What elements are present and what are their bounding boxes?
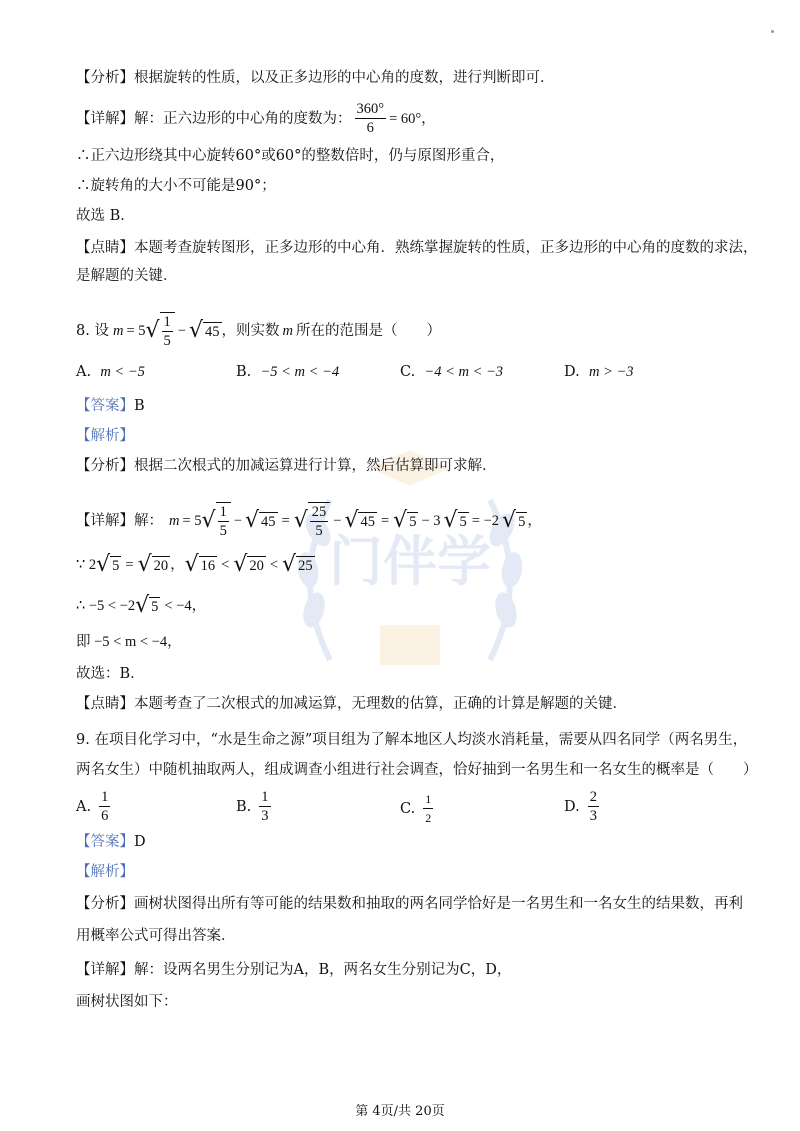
eq-sign: = 5 — [126, 323, 146, 339]
frac-num: 1 — [261, 789, 269, 805]
corner-mark — [771, 30, 774, 33]
option-c[interactable] — [400, 790, 436, 827]
therefore-suffix: < −4， — [164, 598, 207, 614]
option-b[interactable] — [236, 364, 339, 381]
fenxi-text: 画树状图得出所有等可能的结果数和抽取的两名同学恰好是一名男生和一名女生的结果数，再利 — [134, 896, 743, 912]
frac-num: 1 — [163, 314, 171, 330]
frac-num: 2 — [589, 789, 597, 805]
detail-line — [76, 960, 511, 980]
eq-sign: = −2 — [471, 513, 500, 529]
answer-line — [76, 396, 145, 416]
sqrt-45: √ 45 — [344, 508, 375, 533]
answer-value: B — [134, 398, 145, 414]
option-d[interactable] — [564, 364, 633, 381]
radicand: 16 — [200, 557, 216, 574]
option-text: m < −5 — [100, 364, 145, 380]
radicand: 20 — [249, 557, 264, 574]
detail-prefix: 解： — [134, 513, 163, 529]
radicand: 45 — [261, 513, 276, 530]
tree-line: 画树状图如下： — [76, 994, 178, 1010]
option-label: B. — [236, 364, 252, 380]
fenxi-line-2: 用概率公式可得出答案． — [76, 928, 236, 944]
detail-text: 解：设两名男生分别记为A，B，两名女生分别记为C，D， — [134, 962, 512, 978]
answer-label: 【答案】 — [76, 398, 134, 414]
sqrt-45: √ 45 — [245, 508, 276, 533]
sqrt-5: √ 5 — [393, 508, 417, 533]
sqrt-20: √ 20 — [233, 552, 264, 577]
eq-sign: = — [380, 513, 390, 529]
option-d[interactable] — [564, 788, 602, 825]
fenxi-label: 【分析】 — [76, 896, 134, 912]
frac-num: 1 — [423, 790, 433, 809]
radicand: 45 — [360, 513, 375, 530]
detail-prefix: 解：正六边形的中心角的度数为： — [134, 110, 352, 127]
question-9-stem: 9. 在项目化学习中，“水是生命之源”项目组为了解本地区人均淡水消耗量，需要从四名同学（两名男生， — [76, 732, 748, 748]
fenxi-label: 【分析】 — [76, 458, 134, 474]
lt-sign: < — [221, 557, 230, 573]
fenxi-label: 【分析】 — [76, 70, 134, 86]
sqrt-20: √ 20 — [137, 552, 169, 577]
jiexi-label: 【解析】 — [76, 864, 134, 880]
sqrt-5: √ 5 — [502, 508, 526, 533]
radicand: 25 — [298, 557, 313, 574]
fenxi-text: 根据旋转的性质，以及正多边形的中心角的度数，进行判断即可． — [134, 70, 555, 86]
option-b[interactable] — [236, 788, 274, 825]
dianjing-label: 【点睛】 — [76, 240, 134, 256]
q8-number: 8. 设 — [76, 323, 109, 339]
radicand: 5 — [459, 513, 467, 530]
frac-den: 5 — [163, 333, 171, 349]
minus-sign: − — [233, 513, 243, 529]
sqrt-5: √ 5 — [135, 593, 159, 618]
frac-num: 1 — [101, 789, 109, 805]
option-label: C. — [400, 800, 416, 817]
dianjing-line-2: 是解题的关键． — [76, 268, 178, 284]
sqrt-16: √ 16 — [184, 552, 216, 577]
frac-den: 6 — [101, 808, 109, 824]
therefore-prefix: ∴ −5 < −2 — [76, 598, 136, 614]
question-9-stem-2: 两名女生）中随机抽取两人，组成调查小组进行社会调查，恰好抽到一名男生和一名女生的概率是（ ） — [76, 762, 758, 778]
stem-tail: 所在的范围是（ ） — [295, 323, 441, 339]
watermark-text: 门伴学 — [329, 530, 491, 593]
sqrt-expr: √ $\frac{1}{5}$ — [146, 312, 175, 350]
sqrt-frac: √ $\frac{1}{5}$ — [202, 502, 231, 540]
radicand: 5 — [151, 598, 159, 615]
eq-sign: = — [281, 513, 290, 529]
frac-num: 1 — [219, 504, 227, 520]
minus-three: − 3 — [421, 513, 441, 529]
comma: ， — [170, 557, 185, 573]
option-label: C. — [400, 364, 416, 380]
frac-num: 25 — [311, 504, 327, 520]
analysis-line — [76, 68, 555, 88]
ji-line: 即 −5 < m < −4， — [76, 634, 182, 650]
frac-den: 3 — [261, 808, 269, 824]
dianjing-label: 【点睛】 — [76, 696, 134, 712]
detail-line — [76, 100, 436, 137]
page-footer: 第 4页/共 20页 — [355, 1104, 445, 1119]
sqrt-5: √ 5 — [443, 508, 467, 533]
fenxi-line — [76, 894, 743, 914]
radicand: 45 — [205, 323, 220, 340]
var-m: m — [282, 323, 293, 339]
lt-sign: < — [269, 557, 279, 573]
option-c[interactable] — [400, 364, 503, 381]
radicand: 5 — [518, 513, 526, 530]
fenxi-line — [76, 456, 497, 476]
stem-suffix: ，则实数 — [221, 323, 280, 339]
frac-num: 360° — [356, 101, 385, 117]
radicand: 20 — [153, 557, 169, 574]
option-text: −5 < m < −4 — [260, 364, 340, 380]
var-m: m — [169, 513, 180, 529]
answer-line — [76, 832, 146, 852]
fenxi-text: 根据二次根式的加减运算进行计算，然后估算即可求解． — [134, 458, 497, 474]
comma: ， — [527, 513, 542, 529]
sqrt-45: √ 45 — [188, 318, 220, 343]
xiangjie-label: 【详解】 — [76, 962, 134, 978]
therefore-line-2: ∴旋转角的大小不可能是90°； — [76, 178, 276, 194]
because-prefix: ∵ 2 — [76, 557, 97, 573]
option-a[interactable] — [76, 364, 145, 381]
detail-suffix: = 60°， — [389, 110, 436, 127]
sqrt-25: √ 25 — [282, 552, 313, 577]
option-text: m > −3 — [588, 364, 634, 380]
xiangjie-label: 【详解】 — [76, 110, 134, 127]
option-label: B. — [236, 798, 252, 815]
option-a[interactable] — [76, 788, 113, 825]
option-label: D. — [564, 364, 580, 380]
detail-line — [76, 502, 542, 540]
therefore-line — [76, 593, 207, 618]
eq-sign: = — [125, 557, 134, 573]
dianjing-line — [76, 694, 627, 714]
answer-value: D — [134, 834, 146, 850]
frac-den: 6 — [366, 120, 374, 136]
option-label: A. — [76, 798, 92, 815]
therefore-line: ∴正六边形绕其中心旋转60°或60°的整数倍时，仍与原图形重合， — [76, 148, 505, 164]
dianjing-text: 本题考查旋转图形，正多边形的中心角．熟练掌握旋转的性质，正多边形的中心角的度数的求法， — [134, 240, 758, 256]
var-m: m — [112, 323, 124, 339]
minus-sign: − — [177, 323, 186, 339]
eq-sign: = 5 — [182, 513, 202, 529]
xiangjie-label: 【详解】 — [76, 513, 134, 529]
frac-den: 5 — [219, 523, 227, 539]
fraction — [355, 100, 387, 137]
sqrt-frac-2: √ $\frac{25}{5}$ — [294, 502, 331, 540]
minus-sign: − — [333, 513, 342, 529]
answer-label: 【答案】 — [76, 834, 134, 850]
choice-line: 故选 B． — [76, 208, 135, 224]
radicand: 5 — [112, 557, 120, 574]
frac-den: 3 — [589, 808, 597, 824]
option-text: −4 < m < −3 — [424, 364, 504, 380]
frac-den: 2 — [425, 811, 432, 825]
frac-den: 5 — [315, 523, 323, 539]
sqrt-5: √ 5 — [96, 552, 120, 577]
dianjing-text: 本题考查了二次根式的加减运算，无理数的估算，正确的计算是解题的关键． — [134, 696, 627, 712]
because-line — [76, 552, 315, 577]
radicand: 5 — [409, 513, 417, 530]
option-label: A. — [76, 364, 92, 380]
choice-line: 故选：B． — [76, 666, 145, 682]
option-label: D. — [564, 798, 580, 815]
dianjing-line — [76, 238, 758, 258]
jiexi-label: 【解析】 — [76, 428, 134, 444]
question-8-stem — [76, 312, 441, 350]
